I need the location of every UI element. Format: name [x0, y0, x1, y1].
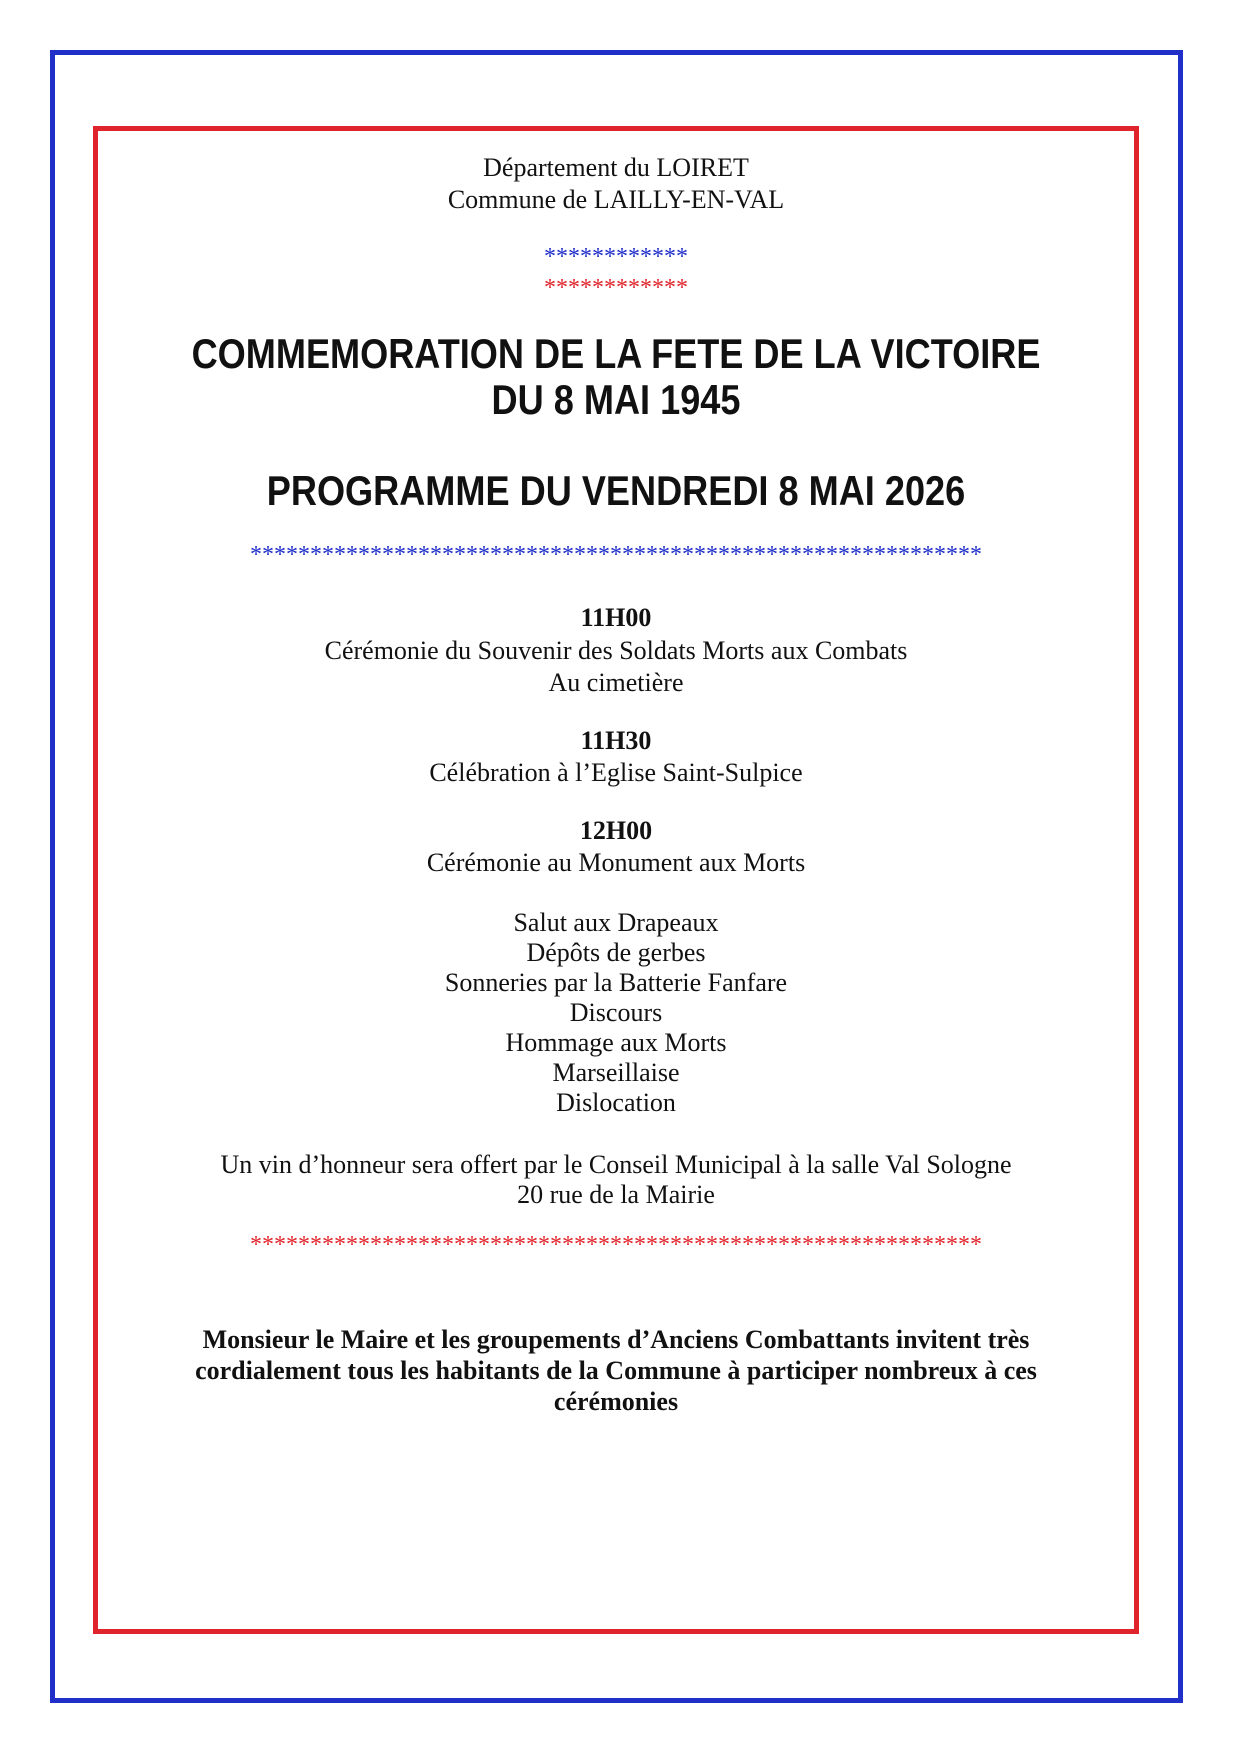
closing-line-2: cordialement tous les habitants de la Commune à participer nombreux à ces — [195, 1356, 1037, 1385]
event-line: Célébration à l’Eglise Saint-Sulpice — [429, 758, 803, 787]
separator-red: ************************************************************* — [250, 1232, 982, 1258]
separator-blue: ************************************************************* — [250, 542, 982, 568]
reception-line-1: Un vin d’honneur sera offert par le Conseil Municipal à la salle Val Sologne — [220, 1150, 1012, 1179]
title-line-1: COMMEMORATION DE LA FETE DE LA VICTOIRE — [191, 330, 1041, 377]
ceremony-step: Marseillaise — [552, 1058, 680, 1087]
programme-title: PROGRAMME DU VENDREDI 8 MAI 2026 — [266, 467, 966, 514]
reception-line-2: 20 rue de la Mairie — [517, 1180, 715, 1209]
poster-content — [98, 131, 1134, 1629]
ceremony-step: Salut aux Drapeaux — [513, 908, 719, 937]
closing-line-1: Monsieur le Maire et les groupements d’Anciens Combattants invitent très — [202, 1325, 1030, 1354]
event-line: Au cimetière — [548, 668, 684, 697]
event-line: Cérémonie au Monument aux Morts — [426, 848, 806, 877]
event-line: Cérémonie du Souvenir des Soldats Morts aux Combats — [324, 636, 908, 665]
departement-line: Département du LOIRET — [483, 153, 749, 182]
title-line-2: DU 8 MAI 1945 — [491, 376, 741, 423]
commune-line: Commune de LAILLY-EN-VAL — [447, 185, 785, 214]
closing-line-3: cérémonies — [553, 1387, 679, 1416]
stars-short-red: ************ — [544, 275, 688, 301]
time-11h00: 11H00 — [580, 603, 652, 632]
ceremony-step: Sonneries par la Batterie Fanfare — [444, 968, 788, 997]
ceremony-step: Hommage aux Morts — [505, 1028, 727, 1057]
stars-short-blue: ************ — [544, 244, 688, 270]
ceremony-step: Dislocation — [556, 1088, 676, 1117]
ceremony-step: Discours — [569, 998, 663, 1027]
ceremony-step: Dépôts de gerbes — [526, 938, 706, 967]
time-12h00: 12H00 — [579, 816, 653, 845]
time-11h30: 11H30 — [580, 726, 652, 755]
